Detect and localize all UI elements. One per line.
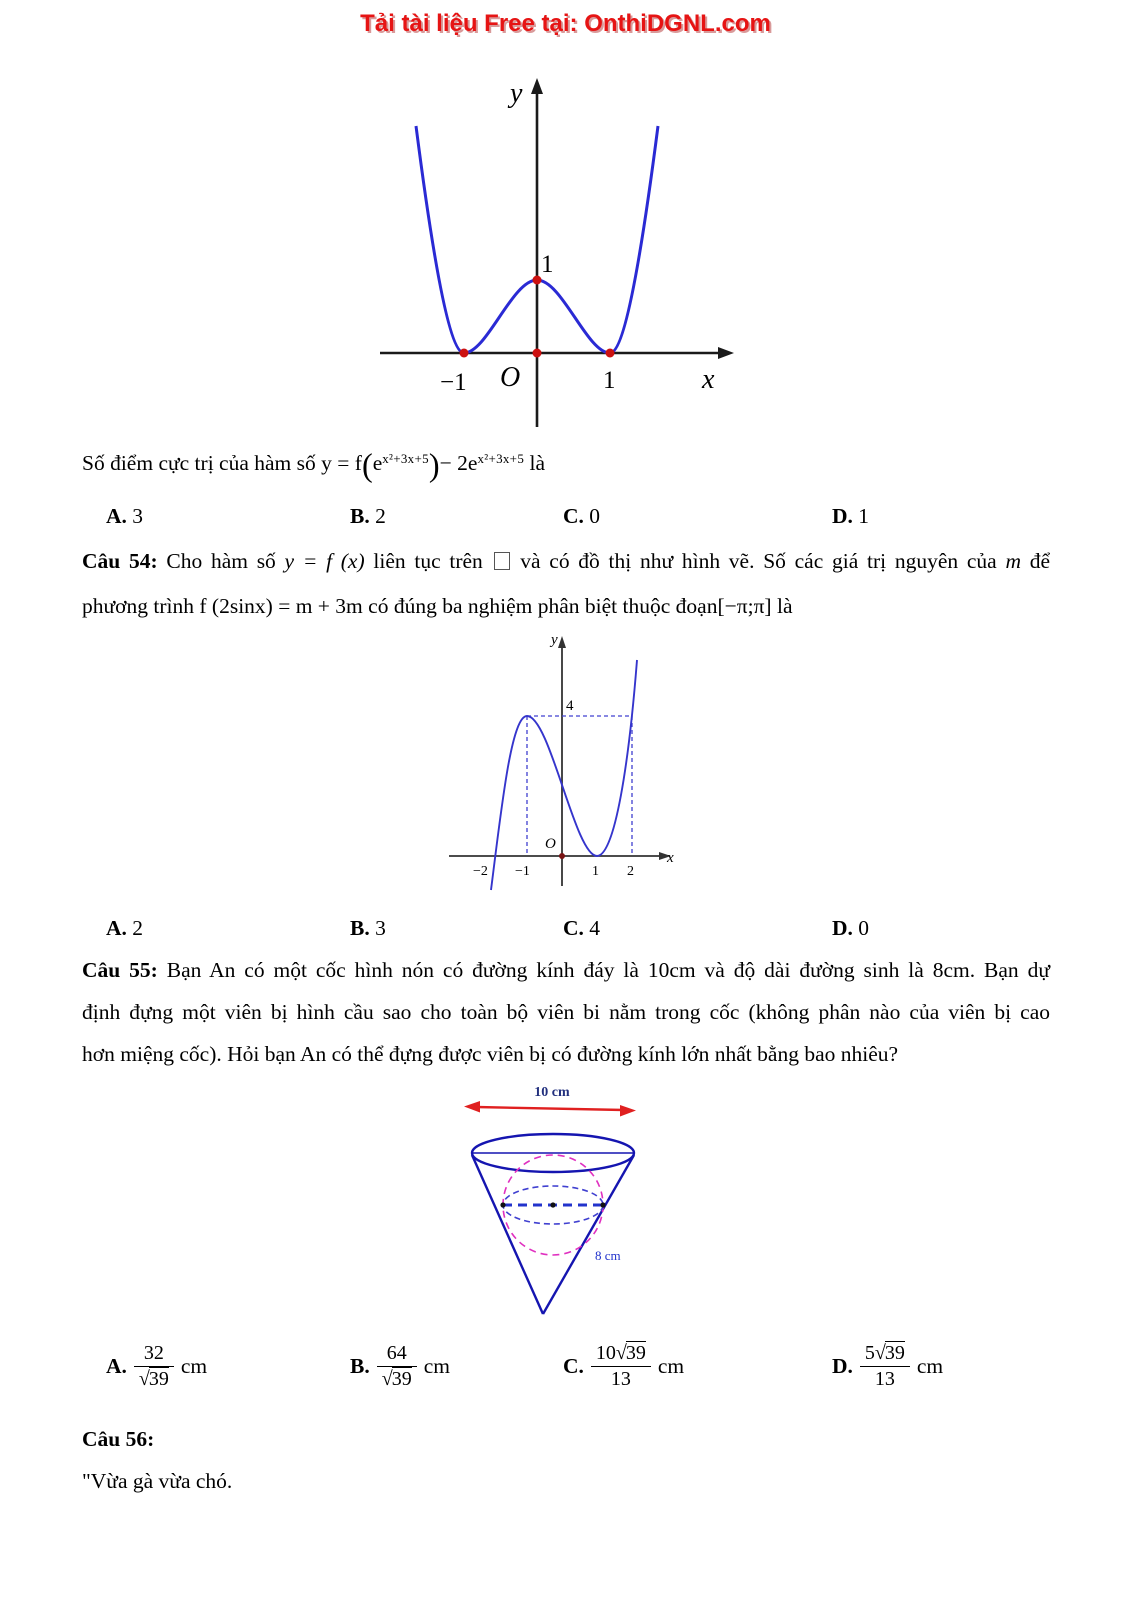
q53-exponent-1: x²+3x+5 (382, 451, 429, 467)
q53-tail: là (524, 451, 546, 476)
option-unit: cm (657, 1354, 685, 1378)
option-unit: cm (180, 1354, 208, 1378)
y-axis-label: y (551, 632, 558, 648)
option-label: C. (563, 916, 584, 940)
fraction (860, 1342, 910, 1391)
figure-quartic-graph (372, 70, 744, 432)
q54-var-m: m (1005, 549, 1021, 573)
cone-side-left (472, 1155, 543, 1314)
fraction-denominator: √39 (381, 1368, 412, 1390)
origin-dot (559, 853, 565, 859)
option-value: 0 (589, 504, 601, 528)
q55-option-b (350, 1342, 450, 1391)
arrow-head-right (620, 1105, 636, 1117)
option-value: 2 (132, 916, 144, 940)
x-axis-label: x (667, 850, 674, 866)
q53-option-a (106, 504, 143, 529)
origin-label: O (545, 836, 556, 852)
sphere-center-dot (550, 1202, 555, 1207)
q56-line: "Vừa gà vừa chó. (82, 1469, 233, 1493)
tick-x2: 2 (627, 864, 634, 879)
option-unit: cm (423, 1354, 450, 1378)
q55-option-a (106, 1342, 207, 1391)
fraction-denominator: 13 (610, 1368, 631, 1390)
q55-stem-line1 (82, 956, 1050, 985)
q53-lead: Số điểm cực trị của hàm số (82, 451, 322, 476)
option-label: B. (350, 916, 370, 940)
tick-xneg1: −1 (515, 864, 530, 879)
tick-y4: 4 (566, 698, 574, 714)
q53-option-c (563, 504, 600, 529)
fraction-numerator: 10√39 (591, 1342, 651, 1367)
q54-number: Câu 54: (82, 549, 158, 573)
y-axis-arrow (531, 78, 543, 94)
fraction-denominator: √39 (138, 1368, 169, 1390)
cone-side-right (543, 1155, 634, 1314)
figure-cubic-graph (445, 632, 675, 894)
option-unit: cm (916, 1354, 944, 1378)
q56-number: Câu 56: (82, 1427, 155, 1451)
option-value: 3 (375, 916, 386, 940)
q55-line3: hơn miệng cốc). Hỏi bạn An có thể đựng được viên bị có đường kính lớn nhất bằng bao nhiêu? (82, 1042, 899, 1066)
q54-seg3: và có đồ thị như hình vẽ. Số các giá trị nguyên của (511, 549, 1006, 573)
q55-line2: định đựng một viên bị hình cầu sao cho toàn bộ viên bi nằm trong cốc (không phân nào của viên bị cao (82, 1000, 1050, 1024)
q56-text-line (82, 1467, 232, 1496)
reals-symbol (494, 552, 510, 570)
q53-paren-close: ) (428, 447, 440, 483)
q53-exponent-2: x²+3x+5 (477, 451, 525, 467)
q56-number-line (82, 1425, 154, 1454)
option-value: 2 (375, 504, 386, 528)
q55-line1: Bạn An có một cốc hình nón có đường kính đáy là 10cm và độ dài đường sinh là 8cm. Bạn dự (157, 958, 1050, 982)
option-label: B. (350, 1354, 370, 1378)
q55-number: Câu 55: (82, 958, 158, 982)
option-label: D. (832, 504, 853, 528)
q54-seg6: có đúng ba nghiệm phân biệt thuộc đoạn (362, 594, 718, 618)
q54-interval: [−π;π] (717, 594, 772, 618)
fraction-numerator: 64 (377, 1342, 417, 1367)
figure-cone-sphere (452, 1068, 642, 1320)
slant-label: 8 cm (595, 1248, 621, 1263)
q53-base-e: e (372, 451, 383, 476)
option-value: 4 (589, 916, 601, 940)
q54-math-f2sinx: f (2sinx) = m + 3m (199, 594, 363, 618)
option-label: C. (563, 504, 584, 528)
q55-option-d (832, 1342, 943, 1391)
option-label: D. (832, 916, 853, 940)
q54-seg2: liên tục trên (364, 549, 492, 573)
option-label: B. (350, 504, 370, 528)
tick-x1: 1 (603, 367, 616, 394)
tick-xneg2: −2 (473, 864, 488, 879)
q53-math-prefix: y = f (321, 451, 362, 476)
option-label: C. (563, 1354, 584, 1378)
q55-stem-line2 (82, 998, 1050, 1027)
fraction (377, 1342, 417, 1391)
fraction-denominator: 13 (874, 1368, 895, 1390)
page-header: Tải tài liệu Free tại: OnthiDGNL.com (360, 10, 771, 37)
x-axis-label: x (702, 364, 715, 395)
x-axis-arrow (718, 347, 734, 359)
q55-option-c (563, 1342, 684, 1391)
q54-option-d (832, 916, 869, 941)
q53-paren-open: ( (361, 447, 373, 483)
q54-stem-line1 (82, 547, 1050, 576)
diameter-dot-left (500, 1202, 505, 1207)
option-label: A. (106, 916, 127, 940)
fraction (134, 1342, 174, 1391)
q54-option-a (106, 916, 143, 941)
point-0-0 (533, 349, 542, 358)
option-label: A. (106, 504, 127, 528)
y-axis-label: y (510, 78, 523, 109)
diameter-label: 10 cm (534, 1085, 570, 1100)
y-axis-arrow (558, 636, 566, 648)
q54-option-b (350, 916, 386, 941)
q54-seg5: phương trình (82, 594, 200, 618)
q54-stem-line2 (82, 592, 793, 621)
point-1-0 (606, 349, 615, 358)
option-label: D. (832, 1354, 853, 1378)
origin-label: O (500, 362, 521, 393)
q54-math-yfx: y = f (x) (284, 549, 365, 573)
option-value: 1 (858, 504, 870, 528)
q54-seg4: để (1020, 549, 1050, 573)
q55-stem-line3 (82, 1040, 898, 1069)
q54-seg1: Cho hàm số (157, 549, 285, 573)
option-value: 0 (858, 916, 870, 940)
tick-xneg1: −1 (440, 369, 467, 396)
fraction (591, 1342, 651, 1391)
q53-option-b (350, 504, 386, 529)
arrow-head-left (464, 1101, 480, 1113)
fraction-numerator: 5√39 (860, 1342, 910, 1367)
option-label: A. (106, 1354, 127, 1378)
q53-option-d (832, 504, 869, 529)
fraction-numerator: 32 (134, 1342, 174, 1367)
option-value: 3 (132, 504, 144, 528)
point-neg1-0 (460, 349, 469, 358)
q54-option-c (563, 916, 600, 941)
q54-seg7: là (771, 594, 793, 618)
tick-x1: 1 (592, 864, 599, 879)
tick-y1: 1 (541, 251, 554, 278)
diameter-arrow-line (476, 1107, 624, 1110)
diameter-dot-right (600, 1202, 605, 1207)
q53-stem (82, 444, 545, 488)
q53-math-mid: − 2e (439, 451, 478, 476)
